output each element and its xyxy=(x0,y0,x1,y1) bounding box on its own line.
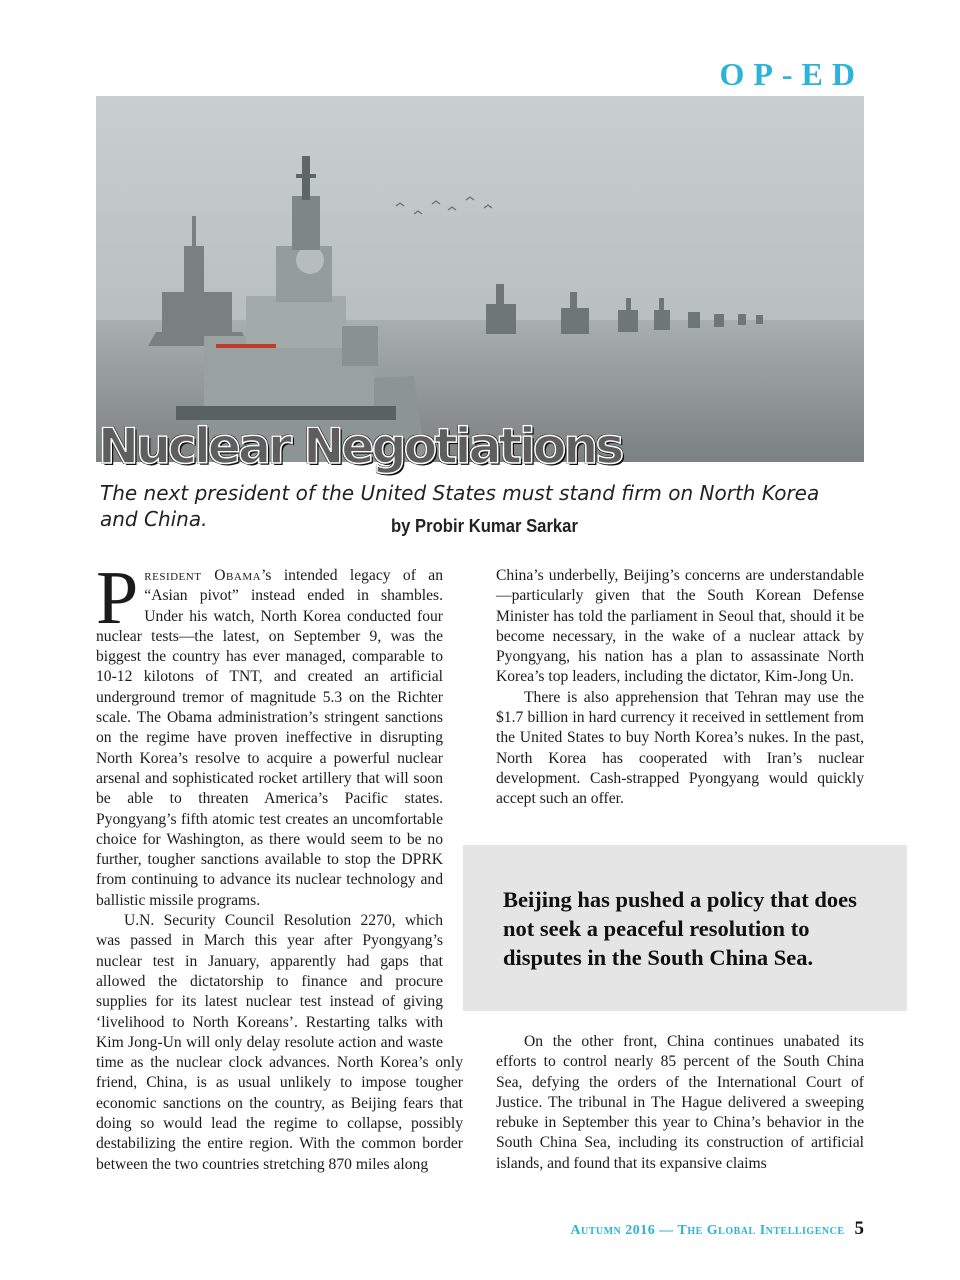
page-number: 5 xyxy=(854,1218,864,1239)
column-right-bottom xyxy=(496,1032,864,1174)
page-footer xyxy=(570,1218,864,1240)
paragraph: U.N. Security Council Resolution 2270, which was passed in March this year after Pyongyang’s nuclear test in January, apparently had gaps that allowed the dictatorship to finance and procure supplies for its latest nuclear test instead of giving ‘livelihood to North Koreans’. Restarting talks with Kim Jong-Un will only delay resolute action and waste time as the nuclear clock advances. North Korea’s only friend, China, is as usual unlikely to impose tougher economic sanctions on the country, as Beijing fears that doing so would lead the regime to collapse, possibly destabilizing the entire region. With the common border between the two countries stretching 870 miles along xyxy=(96,912,463,1173)
pull-quote-text: Beijing has pushed a policy that does not seek a peaceful resolution to disputes in the South China Sea. xyxy=(503,887,857,970)
paragraph: China’s underbelly, Beijing’s concerns are understandable—particularly given that the South Korean Defense Minister has told the parliament in Seoul that, should it be become necessary, in the wake of a nuclear attack by Pyongyang, his nation has a plan to assassinate North Korea’s top leaders, including the dictator, Kim-Jong Un. xyxy=(496,567,864,686)
paragraph: There is also apprehension that Tehran may use the $1.7 billion in hard currency it received in settlement from the United States to buy North Korea’s nukes. In the past, North Korea has cooperated with Iran’s nuclear development. Cash-strapped Pyongyang would quickly accept such an offer. xyxy=(496,688,864,808)
pull-quote xyxy=(463,845,907,1011)
article-title: Nuclear Negotiations xyxy=(98,418,622,475)
paragraph-text: ’s intended legacy of an “Asian pivot” instead ended in shambles. Under his watch, North Korea conducted four nuclear tests—the latest, on September 9, was the biggest the country has ever managed, comparable to 10-12 kilotons of TNT, and created an artificial underground tremor of magnitude 5.3 on the Richter scale. The Obama administration’s stringent sanctions on the regime have proven ineffective in disrupting North Korea’s resolve to acquire a powerful nuclear arsenal and sophisticated rocket artillery that will soon be able to threaten America’s Pacific states. Pyongyang’s fifth atomic test creates an uncomfortable choice for Washington, as there would seem to be no further, tougher sanctions available to stop the DPRK from continuing to advance its nuclear technology and ballistic missile programs. xyxy=(96,567,443,909)
hero-photo xyxy=(96,96,864,462)
paragraph: On the other front, China continues unabated its efforts to control nearly 85 percent of the South China Sea, defying the orders of the International Court of Justice. The tribunal in The Hague delivered a sweeping rebuke in September this year to China’s behavior in the South China Sea, including its construction of artificial islands, and found that its expansive claims xyxy=(496,1033,864,1172)
issue-line: Autumn 2016 — The Global Intelligence xyxy=(570,1223,845,1238)
byline: by Probir Kumar Sarkar xyxy=(391,515,578,536)
article-deck: The next president of the United States must stand firm on North Korea and China. xyxy=(100,481,820,531)
lead-in: resident Obama xyxy=(144,567,262,584)
section-label: OP-ED xyxy=(719,56,864,92)
column-right-top xyxy=(496,566,864,810)
warship-convoy-photo-icon xyxy=(96,96,864,462)
drop-cap: P xyxy=(96,556,139,640)
column-left xyxy=(96,556,463,1175)
paragraph xyxy=(96,556,463,911)
pull-quote-wrap-space xyxy=(443,828,463,1038)
